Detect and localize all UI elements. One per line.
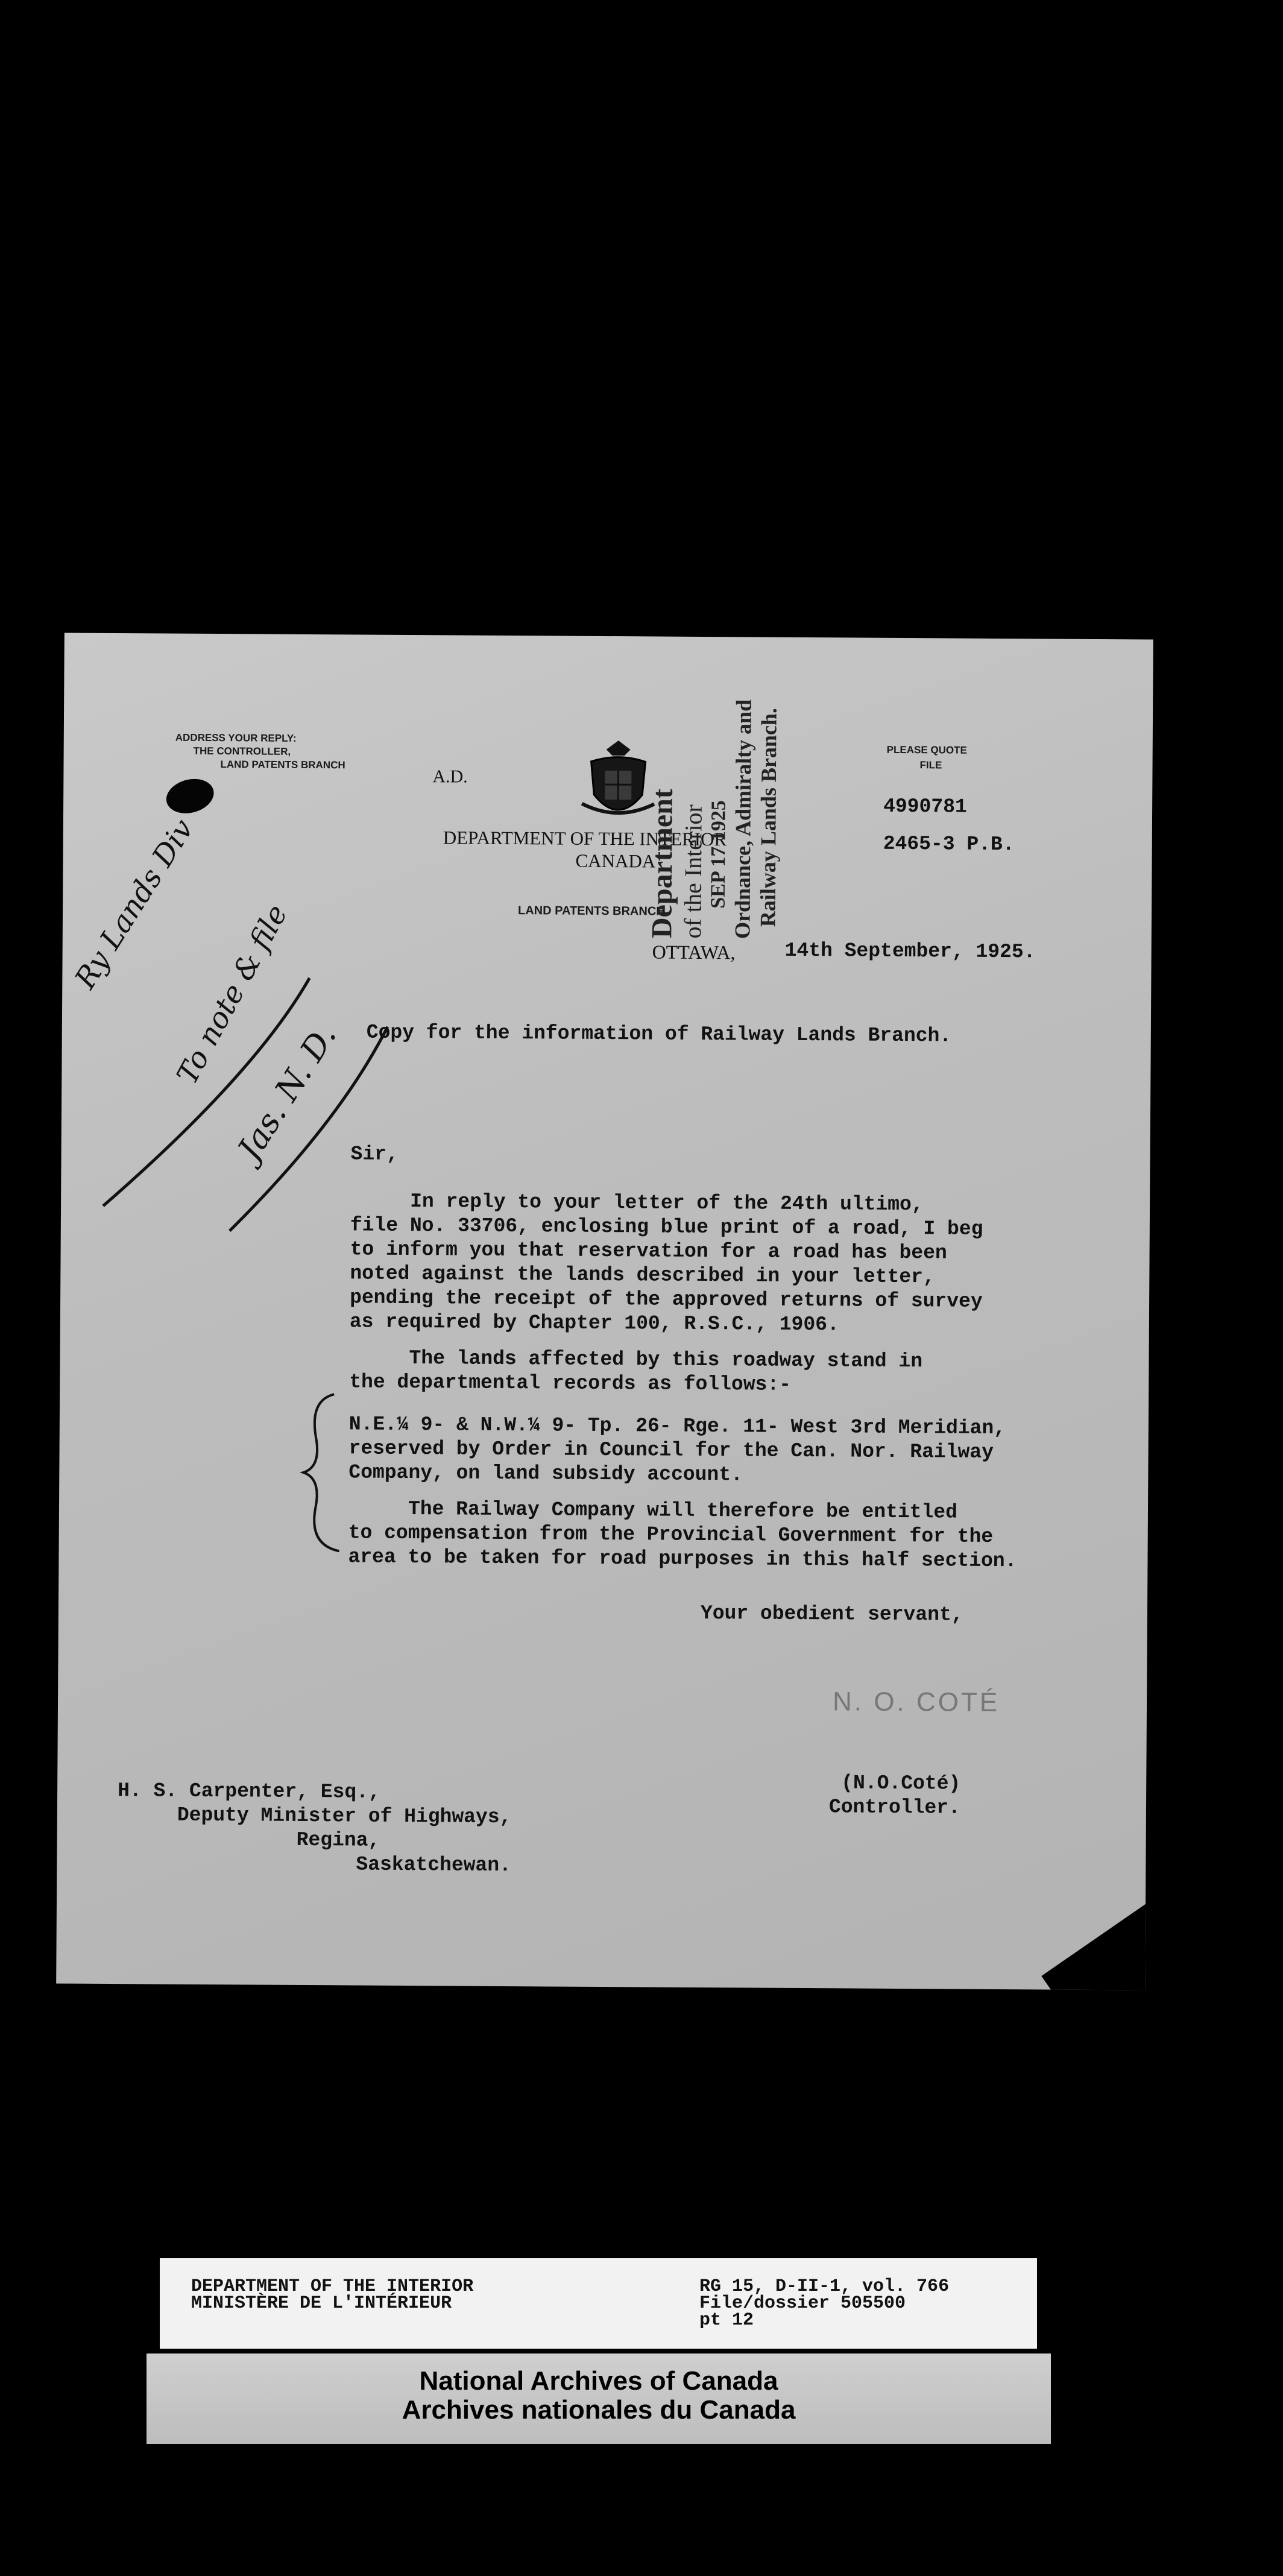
stamp-line: Railway Lands Branch. <box>755 707 781 927</box>
addressee-line: Regina, <box>117 1828 380 1852</box>
handwriting-initials: Jas. N. D. <box>230 1017 344 1167</box>
department-name: DEPARTMENT OF THE INTERIOR <box>443 827 727 850</box>
copy-note: Copy for the information of Railway Lands Branch. <box>366 1021 952 1047</box>
paragraph-3 <box>348 1497 1017 1573</box>
addressee-line: Saskatchewan. <box>117 1852 512 1877</box>
handwriting-line: Ry Lands Div <box>68 813 201 995</box>
letter-place: OTTAWA, <box>652 941 736 964</box>
stamp-line: Department <box>646 789 679 939</box>
paragraph-line: The lands affected by this roadway stand in <box>349 1346 923 1373</box>
torn-corner <box>1041 1901 1153 1990</box>
lands-description <box>348 1412 1006 1489</box>
archive-reference-label <box>160 2258 1037 2349</box>
paragraph-line: reserved by Order in Council for the Can. Nor. Railway <box>348 1437 994 1463</box>
paragraph-line: N.E.¼ 9- & N.W.¼ 9- Tp. 26- Rge. 11- West 3rd Meridian, <box>348 1413 1006 1440</box>
paragraph-line: Company, on land subsidy account. <box>348 1461 743 1486</box>
address-reply-line: ADDRESS YOUR REPLY: <box>175 731 297 744</box>
addressee-line: Deputy Minister of Highways, <box>117 1804 512 1829</box>
file-reference: 2465-3 P.B. <box>883 832 1015 856</box>
salutation: Sir, <box>350 1143 399 1166</box>
addressee-line: H. S. Carpenter, Esq., <box>118 1779 380 1804</box>
letter-date: 14th September, 1925. <box>784 939 1036 964</box>
received-stamp <box>642 642 897 939</box>
paragraph-line: file No. 33706, enclosing blue print of a road, I beg <box>350 1214 983 1240</box>
address-reply-line: THE CONTROLLER, <box>193 745 291 757</box>
please-quote-label: PLEASE QUOTE <box>886 743 967 756</box>
paragraph-line: area to be taken for road purposes in this half section. <box>348 1545 1017 1573</box>
stamp-line: of the Interior <box>679 804 707 939</box>
branch-name: LAND PATENTS BRANCH <box>517 904 665 918</box>
paragraph-line: the departmental records as follows:- <box>349 1371 792 1396</box>
ad-mark: A.D. <box>432 766 468 787</box>
paragraph-line: as required by Chapter 100, R.S.C., 1906. <box>349 1310 839 1336</box>
signer-title: Controller. <box>828 1796 960 1819</box>
label-dept-en: DEPARTMENT OF THE INTERIOR <box>191 2276 474 2297</box>
paragraph-line: The Railway Company will therefore be entitled <box>348 1497 958 1524</box>
archive-banner-en: National Archives of Canada <box>419 2366 778 2396</box>
stamp-line: Ordnance, Admiralty and <box>730 699 756 939</box>
paragraph-line: to compensation from the Provincial Government for the <box>348 1521 994 1548</box>
paragraph-line: pending the receipt of the approved returns of survey <box>350 1286 983 1313</box>
archive-banner-fr: Archives nationales du Canada <box>402 2395 796 2425</box>
stamp-date: SEP 17 1925 <box>707 800 730 909</box>
label-ref: pt 12 <box>699 2310 754 2331</box>
punch-hole <box>163 774 218 818</box>
paragraph-line: In reply to your letter of the 24th ultimo, <box>350 1190 924 1216</box>
stamp-block <box>645 699 781 939</box>
paragraph-2 <box>349 1346 922 1398</box>
archive-banner <box>147 2353 1051 2444</box>
handwriting-line: To note & file <box>170 899 294 1090</box>
signer-name: (N.O.Coté) <box>841 1772 961 1795</box>
file-number: 4990781 <box>883 795 967 818</box>
addressee-block <box>117 1779 511 1878</box>
label-ref: File/dossier 505500 <box>699 2293 906 2314</box>
paragraph-line: noted against the lands described in your letter, <box>350 1262 935 1289</box>
label-ref: RG 15, D-II-1, vol. 766 <box>699 2276 950 2297</box>
paragraph-1 <box>350 1189 983 1337</box>
country-name: CANADA <box>575 850 656 872</box>
handwritten-bracket <box>297 1388 347 1557</box>
signature-stamp: N. O. COTÉ <box>832 1687 1000 1718</box>
address-reply-block <box>175 731 345 772</box>
label-dept-fr: MINISTÈRE DE L'INTÉRIEUR <box>191 2293 452 2314</box>
address-reply-line: LAND PATENTS BRANCH <box>220 759 345 771</box>
paragraph-line: to inform you that reservation for a road has been <box>350 1238 947 1264</box>
closing: Your obedient servant, <box>700 1602 963 1626</box>
letter-page <box>56 633 1153 1990</box>
file-label: FILE <box>919 759 942 771</box>
